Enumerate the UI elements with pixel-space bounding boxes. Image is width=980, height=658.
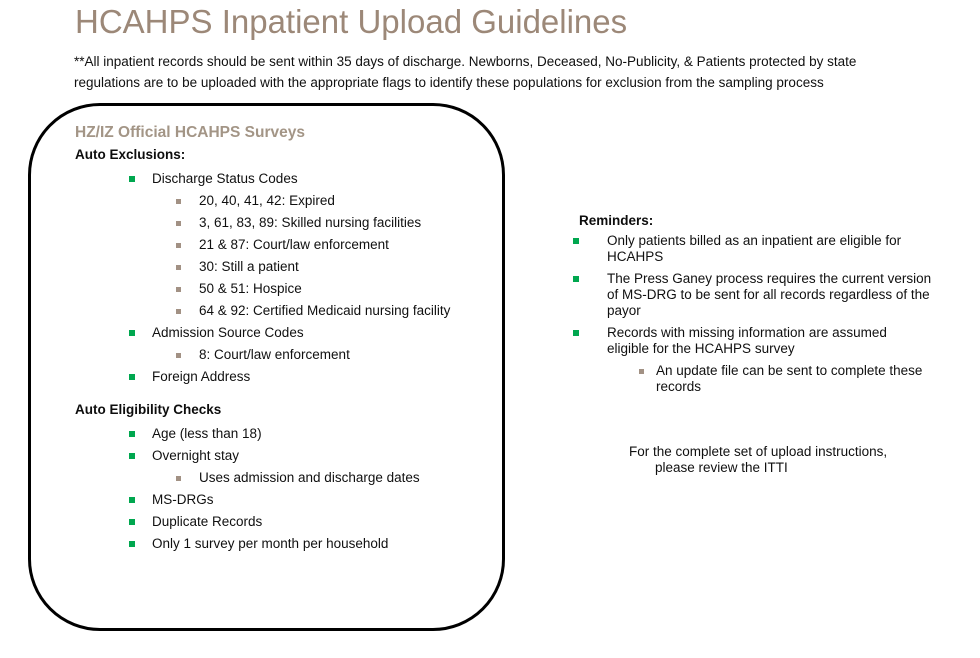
- intro-paragraph: **All inpatient records should be sent within 35 days of discharge. Newborns, Deceased, No-Publicity, & Patients protected by state regulations are to be uploaded with the appropriate flags to identify these populations for exclusion from the sampling process: [74, 54, 857, 90]
- list-item-label: Admission Source Codes: [152, 325, 304, 340]
- list-item: [129, 514, 502, 530]
- list-item-label: Discharge Status Codes: [152, 171, 298, 186]
- list-item: [573, 325, 932, 357]
- list-item: [573, 233, 932, 265]
- bullet-square-icon: [176, 309, 181, 314]
- note-line-2: please review the ITTI: [655, 460, 788, 475]
- reminders-panel: [570, 212, 932, 401]
- section-title-auto-eligibility: Auto Eligibility Checks: [75, 402, 222, 417]
- bullet-square-icon: [639, 369, 644, 374]
- list-item-label: An update file can be sent to complete these records: [656, 363, 923, 394]
- list-item: [176, 281, 502, 297]
- list-item: [129, 536, 502, 552]
- bullet-square-icon: [573, 330, 579, 336]
- list-item: [176, 347, 502, 363]
- hcahps-surveys-box: [28, 103, 505, 631]
- bullet-square-icon: [129, 519, 135, 525]
- section-title-auto-exclusions: Auto Exclusions:: [75, 147, 186, 162]
- bullet-square-icon: [176, 199, 181, 204]
- bullet-square-icon: [176, 221, 181, 226]
- list-item-label: Overnight stay: [152, 448, 240, 463]
- bullet-square-icon: [573, 238, 579, 244]
- list-item-label: 64 & 92: Certified Medicaid nursing facility: [199, 303, 451, 318]
- list-item: [639, 363, 932, 395]
- list-item: [129, 448, 502, 464]
- bullet-square-icon: [176, 243, 181, 248]
- upload-instructions-note: [629, 444, 887, 476]
- list-item: [573, 271, 932, 319]
- bullet-square-icon: [176, 476, 181, 481]
- list-item-label: 8: Court/law enforcement: [199, 347, 350, 362]
- bullet-square-icon: [129, 176, 135, 182]
- list-item: [176, 303, 502, 319]
- box-heading: HZ/IZ Official HCAHPS Surveys: [75, 124, 305, 141]
- reminders-heading: Reminders:: [579, 213, 654, 228]
- list-item-label: Uses admission and discharge dates: [199, 470, 420, 485]
- list-item: [176, 215, 502, 231]
- list-item: [176, 259, 502, 275]
- bullet-square-icon: [176, 265, 181, 270]
- list-item: [129, 492, 502, 508]
- page-title: HCAHPS Inpatient Upload Guidelines: [75, 3, 628, 40]
- list-item-label: 20, 40, 41, 42: Expired: [199, 193, 335, 208]
- list-item-label: Age (less than 18): [152, 426, 262, 441]
- list-item-label: MS-DRGs: [152, 492, 214, 507]
- list-item: [176, 470, 502, 486]
- list-item-label: Duplicate Records: [152, 514, 263, 529]
- bullet-square-icon: [129, 330, 135, 336]
- list-item-label: 50 & 51: Hospice: [199, 281, 302, 296]
- list-item-label: Foreign Address: [152, 369, 251, 384]
- list-item: [129, 325, 502, 341]
- bullet-square-icon: [129, 453, 135, 459]
- bullet-square-icon: [176, 287, 181, 292]
- list-item-label: Only patients billed as an inpatient are eligible for HCAHPS: [607, 233, 902, 264]
- list-item-label: Only 1 survey per month per household: [152, 536, 389, 551]
- bullet-square-icon: [129, 374, 135, 380]
- bullet-square-icon: [129, 541, 135, 547]
- list-item-label: The Press Ganey process requires the current version of MS-DRG to be sent for all records regardless of the payor: [607, 271, 932, 318]
- list-item: [176, 193, 502, 209]
- list-item: [176, 237, 502, 253]
- auto-eligibility-list: [75, 426, 502, 552]
- list-item-label: 3, 61, 83, 89: Skilled nursing facilities: [199, 215, 422, 230]
- bullet-square-icon: [573, 276, 579, 282]
- list-item-label: 21 & 87: Court/law enforcement: [199, 237, 389, 252]
- bullet-square-icon: [176, 353, 181, 358]
- note-line-1: For the complete set of upload instructions,: [629, 444, 888, 459]
- bullet-square-icon: [129, 497, 135, 503]
- auto-exclusions-list: [75, 171, 502, 385]
- list-item: [129, 171, 502, 187]
- bullet-square-icon: [129, 431, 135, 437]
- list-item: [129, 426, 502, 442]
- list-item-label: Records with missing information are assumed eligible for the HCAHPS survey: [607, 325, 887, 356]
- list-item-label: 30: Still a patient: [199, 259, 299, 274]
- list-item: [129, 369, 502, 385]
- reminders-list: [570, 233, 932, 395]
